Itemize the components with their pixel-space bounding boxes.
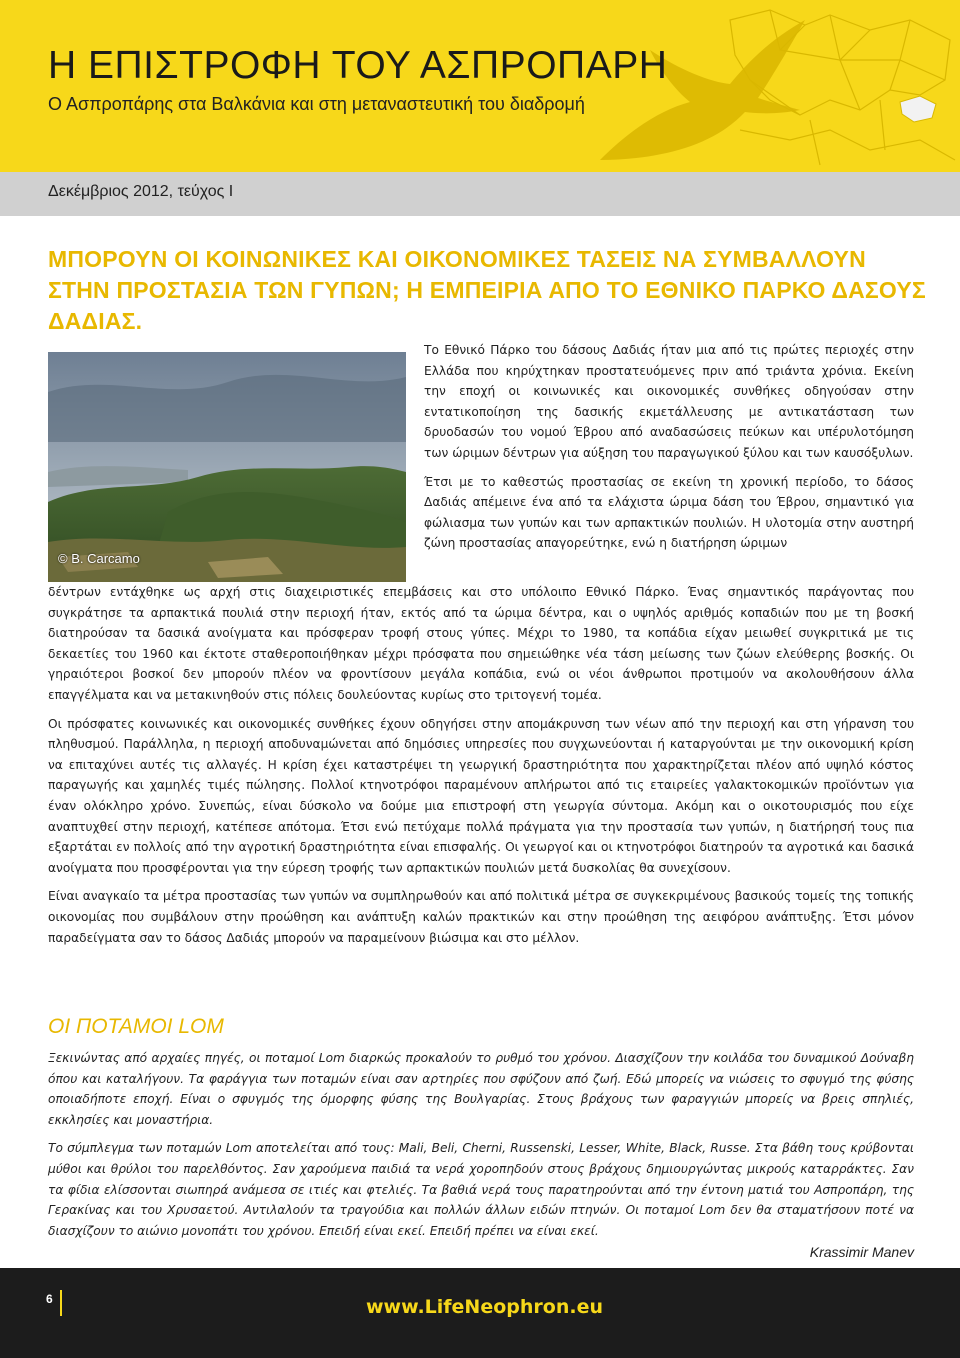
paragraph: Έτσι με το καθεστώς προστασίας σε εκείνη τη χρονική περίοδο, το δάσος Δαδιάς απέμεινε ένα από τα ελάχιστα ώριμα δάση του Έβρου, σημαντικό για φώλιασμα των γυπών και των αρπακτικών πουλιών. Η υλοτομία στην αυστηρή ζώνη προστασίας απαγορεύτηκε, ενώ η διατήρηση ώριμων: [424, 474, 914, 551]
article-headline: ΜΠΟΡΟΥΝ ΟΙ ΚΟΙΝΩΝΙΚΕΣ ΚΑΙ ΟΙΚΟΝΟΜΙΚΕΣ ΤΑΣΕΙΣ ΝΑ ΣΥΜΒΑΛΛΟΥΝ ΣΤΗΝ ΠΡΟΣΤΑΣΙΑ ΤΩΝ ΓΥΠΩΝ; Η ΕΜΠΕΙΡΙΑ ΑΠΟ ΤΟ ΕΘΝΙΚΟ ΠΑΡΚΟ ΔΑΣΟΥΣ ΔΑΔΙΑΣ.: [48, 246, 926, 334]
vulture-silhouette-icon: [590, 10, 830, 170]
forest-landscape-image: [48, 352, 406, 582]
section-body: [48, 1048, 914, 1249]
paragraph: Το σύμπλεγμα των ποταμών Lom αποτελείται από τους: Mali, Beli, Cherni, Russenski, Lesser, White, Black, Russe. Στα βάθη τους κρύβονται μύθοι και θρύλοι του παρελθόντος. Σαν χαρούμενα παιδιά τα νερά χοροπηδούν στους βράχους δημιουργώντας μικρούς καταρράκτες. Σαν τα φίδια ελίσσονται σιωπηρά ανάμεσα σε ιτιές και φτελιές. Τα βαθιά νερά τους παρατηρούνται από την έντονη ματιά του Ασπροπάρη, της Γερακίνας και του Χρυσαετού. Αντιλαλούν τα τραγούδια και πολλών άλλων ειδών πτηνών. Οι ποταμοί Lom δεν θα σταματήσουν ποτέ να διασχίζουν το αιώνιο μονοπάτι του χρόνου. Επειδή είναι εκεί. Επειδή πρέπει να είναι εκεί.: [48, 1141, 914, 1238]
issue-date: Δεκέμβριος 2012, τεύχος Ι: [48, 183, 234, 200]
author-name: Krassimir Manev: [809, 1244, 914, 1260]
masthead-title: Η ΕΠΙΣΤΡΟΦΗ ΤΟΥ ΑΣΠΡΟΠΑΡΗ: [48, 44, 668, 87]
article-body: [48, 582, 914, 956]
page-divider: [60, 1290, 62, 1316]
masthead: [0, 0, 960, 172]
paragraph: Ξεκινώντας από αρχαίες πηγές, οι ποταμοί Lom διαρκώς προκαλούν το ρυθμό του χρόνου. Διασχίζουν την κοιλάδα του δυναμικού Δούναβη όπου και καταλήγουν. Τα φαράγγια των ποταμών είναι σαν αρτηρίες που σφύζουν από ζωή. Εδώ μπορείς να νιώσεις το σφυγμό της φύσης οποιαδήποτε εποχή. Είναι ο σφυγμός της όμορφης φύσης της Βουλγαρίας. Στους βράχους των φαραγγιών μπορείς να βρεις σπηλιές, εκκλησίες και μοναστήρια.: [48, 1051, 914, 1127]
footer: [0, 1268, 960, 1358]
photo-credit: © B. Carcamo: [58, 551, 140, 566]
paragraph: Είναι αναγκαίο τα μέτρα προστασίας των γυπών να συμπληρωθούν και από πολιτικά μέτρα σε συγκεκριμένους βασικούς τομείς της τοπικής οικονομίας που συμβάλουν στην προώθηση και ανάπτυξη καλών πρακτικών και στην προώθηση της αειφόρου ανάπτυξης. Έτσι μόνον παραδείγματα σαν το δάσος Δαδιάς μπορούν να παραμείνουν βιώσιμα και στο μέλλον.: [48, 889, 914, 945]
page-number: 6: [46, 1292, 53, 1306]
paragraph: Το Εθνικό Πάρκο του δάσους Δαδιάς ήταν μια από τις πρώτες περιοχές στην Ελλάδα που κηρύχτηκαν προστατευόμενες πριν από τριάντα χρόνια. Εκείνη την εποχή οι κοινωνικές και οικονομικές συνθήκες οδηγούσαν στην εντατικοποίηση της δασικής εκμετάλλευσης με αντικατάσταση των δρυοδασών του νομού Έβρου από αναδασώσεις πεύκων και υπέρυλοτόμηση των ώριμων δέντρων για αύξηση του παραγωγικού ξύλου και των καυσόξυλων.: [424, 343, 914, 460]
website-link[interactable]: www.LifeNeophron.eu: [366, 1296, 603, 1318]
masthead-subtitle: Ο Ασπροπάρης στα Βαλκάνια και στη μεταναστευτική του διαδρομή: [48, 94, 585, 114]
issue-bar: [0, 172, 960, 216]
paragraph: δέντρων εντάχθηκε ως αρχή στις διαχειριστικές επεμβάσεις και στο υπόλοιπο Εθνικό Πάρκο. Ένας σημαντικός παράγοντας που συγκράτησε τα αρπακτικά πουλιά στην περιοχή ήταν, εκτός από τα ώριμα δέντρα, και ο υψηλός αριθμός κοπαδιών που με τη βοσκή διατηρούσαν τα δασικά ανοίγματα και πρόσφεραν τροφή στους γύπες. Μέχρι το 1980, τα κοπάδια είχαν μειωθεί συγκριτικά με τις δεκαετίες του 1960 και έκτοτε σταθεροποιήθηκαν μέχρι πρόσφατα που σημειώθηκε νέα τάση μείωσης των ζώων ελεύθερης βοσκής. Οι γηραιότεροι βοσκοί δεν μπορούν πλέον να φροντίσουν μεγάλα κοπάδια, ενώ οι νέοι άνθρωποι προτιμούν να ακολουθήσουν άλλα επαγγέλματα και να μετακινηθούν στις πόλεις δουλεύοντας κυρίως στο τριτογενή τομέα.: [48, 585, 914, 702]
intro-text: [424, 340, 914, 562]
paragraph: Οι πρόσφατες κοινωνικές και οικονομικές συνθήκες έχουν οδηγήσει στην απομάκρυνση των νέων από την περιοχή και στη γήρανση του πληθυσμού. Παράλληλα, η περιοχή αποδυναμώνεται από δημόσιες υπηρεσίες που συγχωνεύονται ή καταργούνται με την οικονομική κρίση να επιταχύνει αυτές τις αλλαγές. Η κρίση έχει καταστρέψει τη γεωργική δραστηριότητα που χαρακτηρίζεται πλέον από υψηλό κόστος παραγωγής και χαμηλές τιμές πώλησης. Πολλοί κτηνοτρόφοι παραμένουν απλήρωτοι από τις εταιρείες γαλακτοκομικών προϊόντων για έναν ολόκληρο χρόνο. Συνεπώς, είναι δύσκολο να δούμε μια επιστροφή στη γεωργία σύντομα. Ακόμη και ο οικοτουρισμός που είχε αναπτυχθεί στην περιοχή, κατέπεσε απότομα. Έτσι ενώ πετύχαμε πολλά πράγματα για την προστασία των γυπών, η διατήρησή τους πια εξαρτάται εν πολλοίς από την αγροτική δραστηριότητα είναι επισφαλής. Οι γεωργοί και οι κτηνοτρόφοι διατηρούν τα αγροτικά και δασικά ανοίγματα που προσφέρονται για την εύρεση τροφής των αρπακτικών πουλιών μετά δυσκολίας θα συνεχίσουν.: [48, 716, 914, 875]
landscape-photo: [48, 352, 406, 582]
section-title: ΟΙ ΠΟΤΑΜΟΙ LOM: [48, 1015, 224, 1038]
